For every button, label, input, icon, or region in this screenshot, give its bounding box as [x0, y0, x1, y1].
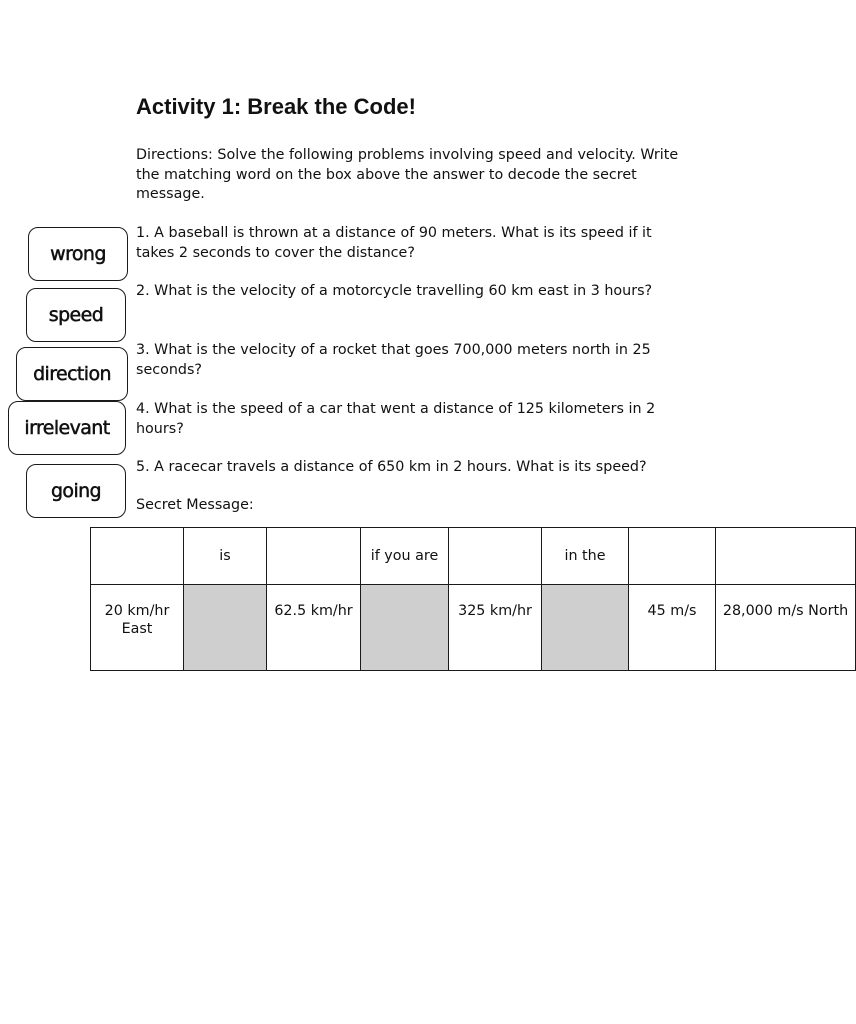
answer-cell: 325 km/hr: [449, 585, 542, 671]
table-row-words: [91, 528, 856, 585]
secret-message-label: Secret Message:: [136, 497, 254, 513]
word-box-going[interactable]: going: [26, 464, 126, 518]
secret-message-table-container: [90, 527, 849, 672]
directions-text: Directions: Solve the following problems involving speed and velocity. Write the matching word on the box above the answer to decode the secret message.: [136, 147, 679, 202]
shaded-cell: [542, 585, 629, 671]
answer-cell: 62.5 km/hr: [267, 585, 361, 671]
word-cell-blank[interactable]: [629, 528, 716, 585]
word-box-direction[interactable]: direction: [16, 347, 128, 401]
word-box-wrong[interactable]: wrong: [28, 227, 128, 281]
word-cell-blank[interactable]: [91, 528, 184, 585]
word-cell: is: [184, 528, 267, 585]
word-cell-blank[interactable]: [449, 528, 542, 585]
question-1: 1. A baseball is thrown at a distance of 90 meters. What is its speed if it takes 2 seconds to cover the distance?: [136, 225, 652, 261]
word-cell-blank[interactable]: [716, 528, 856, 585]
answer-cell: 45 m/s: [629, 585, 716, 671]
question-4: 4. What is the speed of a car that went a distance of 125 kilometers in 2 hours?: [136, 401, 656, 437]
word-box-speed[interactable]: speed: [26, 288, 126, 342]
word-cell: in the: [542, 528, 629, 585]
secret-message-table: [90, 527, 856, 671]
shaded-cell: [184, 585, 267, 671]
word-cell: if you are: [361, 528, 449, 585]
answer-cell: 20 km/hr East: [91, 585, 184, 671]
question-3: 3. What is the velocity of a rocket that goes 700,000 meters north in 25 seconds?: [136, 342, 651, 378]
shaded-cell: [361, 585, 449, 671]
word-box-irrelevant[interactable]: irrelevant: [8, 401, 126, 455]
answer-cell: 28,000 m/s North: [716, 585, 856, 671]
page-title: Activity 1: Break the Code!: [136, 94, 416, 119]
question-2: 2. What is the velocity of a motorcycle travelling 60 km east in 3 hours?: [136, 283, 653, 299]
table-row-answers: [91, 585, 856, 671]
question-5: 5. A racecar travels a distance of 650 km in 2 hours. What is its speed?: [136, 459, 647, 475]
word-cell-blank[interactable]: [267, 528, 361, 585]
